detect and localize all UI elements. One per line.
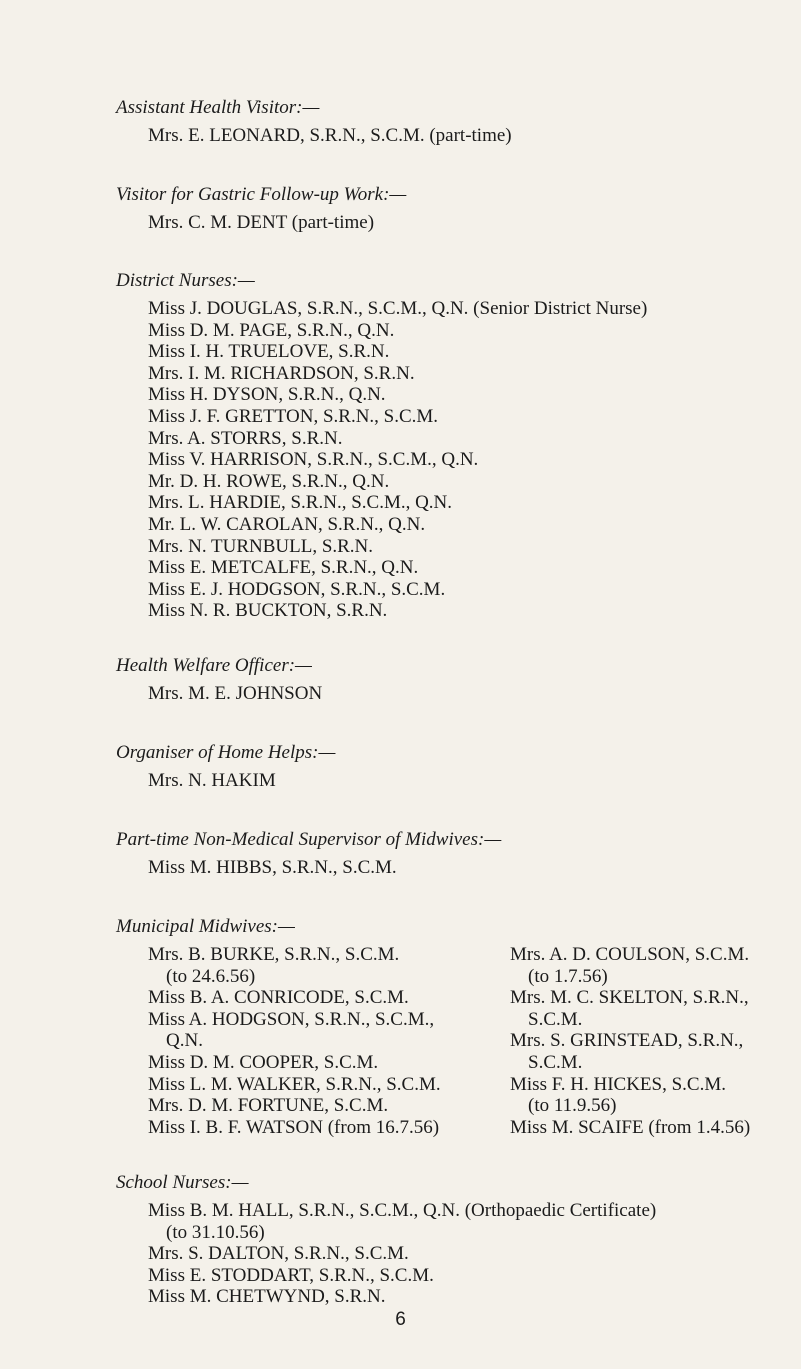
staff-line: Miss E. METCALFE, S.R.N., Q.N.: [148, 557, 419, 579]
staff-line: (to 11.9.56): [528, 1095, 617, 1117]
staff-line: Miss D. M. PAGE, S.R.N., Q.N.: [148, 319, 395, 341]
staff-line: Mrs. S. DALTON, S.R.N., S.C.M.: [148, 1243, 409, 1265]
staff-line: Miss V. HARRISON, S.R.N., S.C.M., Q.N.: [148, 449, 479, 471]
page-number: 6: [395, 1309, 406, 1330]
staff-line: Mrs. M. E. JOHNSON: [148, 683, 323, 704]
heading-home-helps-organiser: Organiser of Home Helps:—: [116, 742, 336, 763]
heading-municipal-midwives: Municipal Midwives:—: [116, 916, 295, 937]
staff-line: Mrs. L. HARDIE, S.R.N., S.C.M., Q.N.: [148, 492, 453, 514]
heading-midwives-supervisor: Part-time Non-Medical Supervisor of Midwives:—: [116, 829, 502, 850]
staff-line: Mrs. N. HAKIM: [148, 770, 276, 791]
staff-line: Miss B. A. CONRICODE, S.C.M.: [148, 987, 409, 1009]
gastric-visitor-list: [148, 212, 374, 234]
municipal-midwives-left-column: [148, 944, 441, 1138]
staff-line: Q.N.: [166, 1030, 203, 1052]
staff-line: Miss M. HIBBS, S.R.N., S.C.M.: [148, 857, 397, 878]
home-helps-organiser-list: [148, 770, 276, 792]
school-nurses-list: [148, 1200, 656, 1308]
staff-line: Mrs. M. C. SKELTON, S.R.N.,: [510, 987, 749, 1009]
staff-line: Mrs. I. M. RICHARDSON, S.R.N.: [148, 362, 415, 384]
staff-line: Miss M. CHETWYND, S.R.N.: [148, 1286, 386, 1308]
staff-line: Mrs. N. TURNBULL, S.R.N.: [148, 535, 374, 557]
staff-line: Miss M. SCAIFE (from 1.4.56): [510, 1116, 751, 1138]
staff-line: Mrs. C. M. DENT (part-time): [148, 212, 375, 233]
staff-line: (to 24.6.56): [166, 965, 256, 987]
staff-line: Miss J. F. GRETTON, S.R.N., S.C.M.: [148, 405, 439, 427]
staff-line: Mrs. D. M. FORTUNE, S.C.M.: [148, 1095, 389, 1117]
staff-line: Mrs. S. GRINSTEAD, S.R.N.,: [510, 1030, 744, 1052]
staff-line: Miss A. HODGSON, S.R.N., S.C.M.,: [148, 1008, 435, 1030]
heading-school-nurses: School Nurses:—: [116, 1172, 249, 1193]
staff-line: Mrs. A. D. COULSON, S.C.M.: [510, 944, 750, 965]
staff-line: Miss E. J. HODGSON, S.R.N., S.C.M.: [148, 578, 446, 600]
health-welfare-officer-list: [148, 683, 322, 705]
heading-district-nurses: District Nurses:—: [116, 270, 255, 291]
staff-line: Mr. D. H. ROWE, S.R.N., Q.N.: [148, 470, 390, 492]
district-nurses-list: [148, 298, 647, 622]
staff-line: Miss J. DOUGLAS, S.R.N., S.C.M., Q.N. (Senior District Nurse): [148, 298, 648, 319]
assistant-health-visitor-list: [148, 125, 512, 147]
staff-line: (to 31.10.56): [166, 1221, 265, 1243]
staff-line: Mrs. A. STORRS, S.R.N.: [148, 427, 343, 449]
midwives-supervisor-list: [148, 857, 397, 879]
staff-line: S.C.M.: [528, 1051, 583, 1073]
staff-line: Mrs. E. LEONARD, S.R.N., S.C.M. (part-time): [148, 125, 512, 146]
staff-line: (to 1.7.56): [528, 965, 608, 987]
staff-line: S.C.M.: [528, 1008, 583, 1030]
staff-line: Mrs. B. BURKE, S.R.N., S.C.M.: [148, 944, 400, 965]
staff-line: Miss I. B. F. WATSON (from 16.7.56): [148, 1116, 440, 1138]
staff-line: Miss I. H. TRUELOVE, S.R.N.: [148, 341, 390, 363]
staff-line: Miss D. M. COOPER, S.C.M.: [148, 1051, 379, 1073]
staff-line: Miss H. DYSON, S.R.N., Q.N.: [148, 384, 386, 406]
staff-line: Miss L. M. WALKER, S.R.N., S.C.M.: [148, 1073, 441, 1095]
heading-health-welfare-officer: Health Welfare Officer:—: [116, 655, 312, 676]
staff-line: Mr. L. W. CAROLAN, S.R.N., Q.N.: [148, 513, 426, 535]
municipal-midwives-right-column: [510, 944, 750, 1138]
heading-gastric-visitor: Visitor for Gastric Follow-up Work:—: [116, 184, 407, 205]
staff-line: Miss N. R. BUCKTON, S.R.N.: [148, 600, 388, 622]
heading-assistant-health-visitor: Assistant Health Visitor:—: [116, 97, 320, 118]
staff-line: Miss B. M. HALL, S.R.N., S.C.M., Q.N. (Orthopaedic Certificate): [148, 1200, 657, 1221]
staff-line: Miss E. STODDART, S.R.N., S.C.M.: [148, 1264, 434, 1286]
staff-line: Miss F. H. HICKES, S.C.M.: [510, 1073, 726, 1095]
